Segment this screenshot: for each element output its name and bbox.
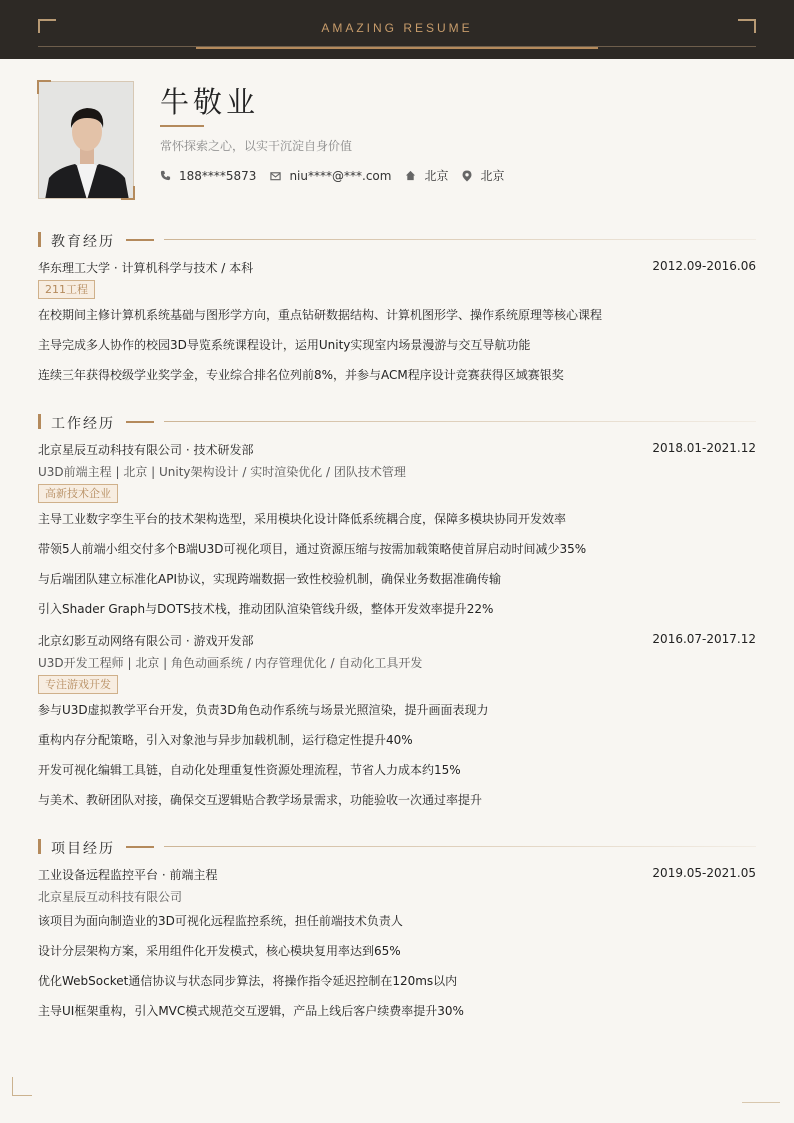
portrait-illustration — [39, 82, 134, 199]
project-bullet: 该项目为面向制造业的3D可视化远程监控系统，担任前端技术负责人 — [38, 914, 403, 928]
job-subtitle: U3D前端主程 | 北京 | Unity架构设计 / 实时渲染优化 / 团队技术管理 — [38, 465, 406, 479]
section-title-projects — [38, 838, 756, 856]
mail-icon — [270, 171, 281, 181]
project-company: 北京星辰互动科技有限公司 — [38, 890, 183, 904]
brand-title: AMAZING RESUME — [321, 21, 473, 35]
job-company: 北京星辰互动科技有限公司 · 技术研发部 — [38, 443, 254, 457]
candidate-name: 牛敬业 — [160, 85, 260, 119]
job-bullet: 与美术、教研团队对接，确保交互逻辑贴合教学场景需求，功能验收一次通过率提升 — [38, 793, 483, 807]
project-bullet: 主导UI框架重构，引入MVC模式规范交互逻辑，产品上线后客户续费率提升30% — [38, 1004, 464, 1018]
section-bar — [38, 232, 41, 247]
contact-email — [270, 169, 391, 183]
job-bullet: 带领5人前端小组交付多个B端U3D可视化项目，通过资源压缩与按需加载策略使首屏启动时间减少35% — [38, 542, 587, 556]
job-date: 2016.07-2017.12 — [652, 632, 756, 646]
section-title-education — [38, 231, 756, 249]
location-value: 北京 — [480, 169, 505, 183]
school-name: 华东理工大学 · 计算机科学与技术 / 本科 — [38, 261, 254, 275]
job-subtitle: U3D开发工程师 | 北京 | 角色动画系统 / 内存管理优化 / 自动化工具开发 — [38, 656, 423, 670]
contact-location — [462, 167, 504, 184]
job-bullet: 重构内存分配策略，引入对象池与异步加载机制，运行稳定性提升40% — [38, 733, 413, 747]
job-bullet: 引入Shader Graph与DOTS技术栈，推动团队渲染管线升级，整体开发效率提升22% — [38, 602, 494, 616]
education-date: 2012.09-2016.06 — [652, 259, 756, 273]
section-label: 教育经历 — [51, 234, 115, 250]
education-bullet: 在校期间主修计算机系统基础与图形学方向，重点钻研数据结构、计算机图形学、操作系统原理等核心课程 — [38, 308, 603, 322]
phone-icon — [160, 170, 171, 181]
section-label: 项目经历 — [51, 841, 115, 857]
section-short-rule — [126, 421, 154, 423]
project-name: 工业设备远程监控平台 · 前端主程 — [38, 868, 218, 882]
contact-info — [160, 167, 518, 184]
home-icon — [405, 170, 416, 181]
job-tag: 高新技术企业 — [38, 484, 118, 503]
section-label: 工作经历 — [51, 416, 115, 432]
email-address: niu****@***.com — [289, 168, 392, 183]
phone-number: 188****5873 — [179, 168, 257, 183]
job-bullet: 参与U3D虚拟教学平台开发，负责3D角色动作系统与场景光照渲染，提升画面表现力 — [38, 703, 489, 717]
job-bullet: 与后端团队建立标准化API协议，实现跨端数据一致性校验机制，确保业务数据准确传输 — [38, 572, 501, 586]
section-long-rule — [164, 421, 756, 422]
section-long-rule — [164, 846, 756, 847]
job-tag: 专注游戏开发 — [38, 675, 118, 694]
job-company: 北京幻影互动网络有限公司 · 游戏开发部 — [38, 634, 254, 648]
banner-accent-rule — [196, 47, 598, 49]
location-pin-icon — [462, 170, 472, 182]
section-long-rule — [164, 239, 756, 240]
section-title-work — [38, 413, 756, 431]
job-bullet: 主导工业数字孪生平台的技术架构选型，采用模块化设计降低系统耦合度，保障多模块协同开发效率 — [38, 512, 567, 526]
project-bullet: 优化WebSocket通信协议与状态同步算法，将操作指令延迟控制在120ms以内 — [38, 974, 458, 988]
contact-hometown — [405, 167, 448, 184]
education-bullet: 连续三年获得校级学业奖学金，专业综合排名位列前8%，并参与ACM程序设计竞赛获得区域赛银奖 — [38, 368, 564, 382]
project-date: 2019.05-2021.05 — [652, 866, 756, 880]
profile-photo — [38, 81, 134, 199]
hometown-value: 北京 — [424, 169, 449, 183]
section-bar — [38, 414, 41, 429]
photo-corner-decoration — [121, 186, 135, 200]
section-bar — [38, 839, 41, 854]
corner-decoration-bottom-right — [742, 1102, 780, 1103]
section-short-rule — [126, 239, 154, 241]
project-bullet: 设计分层架构方案，采用组件化开发模式，核心模块复用率达到65% — [38, 944, 401, 958]
avatar — [38, 81, 134, 199]
contact-phone — [160, 169, 256, 183]
tagline: 常怀探索之心，以实干沉淀自身价值 — [160, 139, 353, 153]
section-short-rule — [126, 846, 154, 848]
job-bullet: 开发可视化编辑工具链，自动化处理重复性资源处理流程，节省人力成本约15% — [38, 763, 461, 777]
name-underline — [160, 125, 204, 127]
education-bullet: 主导完成多人协作的校园3D导览系统课程设计，运用Unity实现室内场景漫游与交互导航功能 — [38, 338, 531, 352]
photo-corner-decoration — [37, 80, 51, 94]
top-banner — [0, 0, 794, 59]
education-tag: 211工程 — [38, 280, 95, 299]
job-date: 2018.01-2021.12 — [652, 441, 756, 455]
corner-decoration-bottom-left — [12, 1077, 32, 1096]
